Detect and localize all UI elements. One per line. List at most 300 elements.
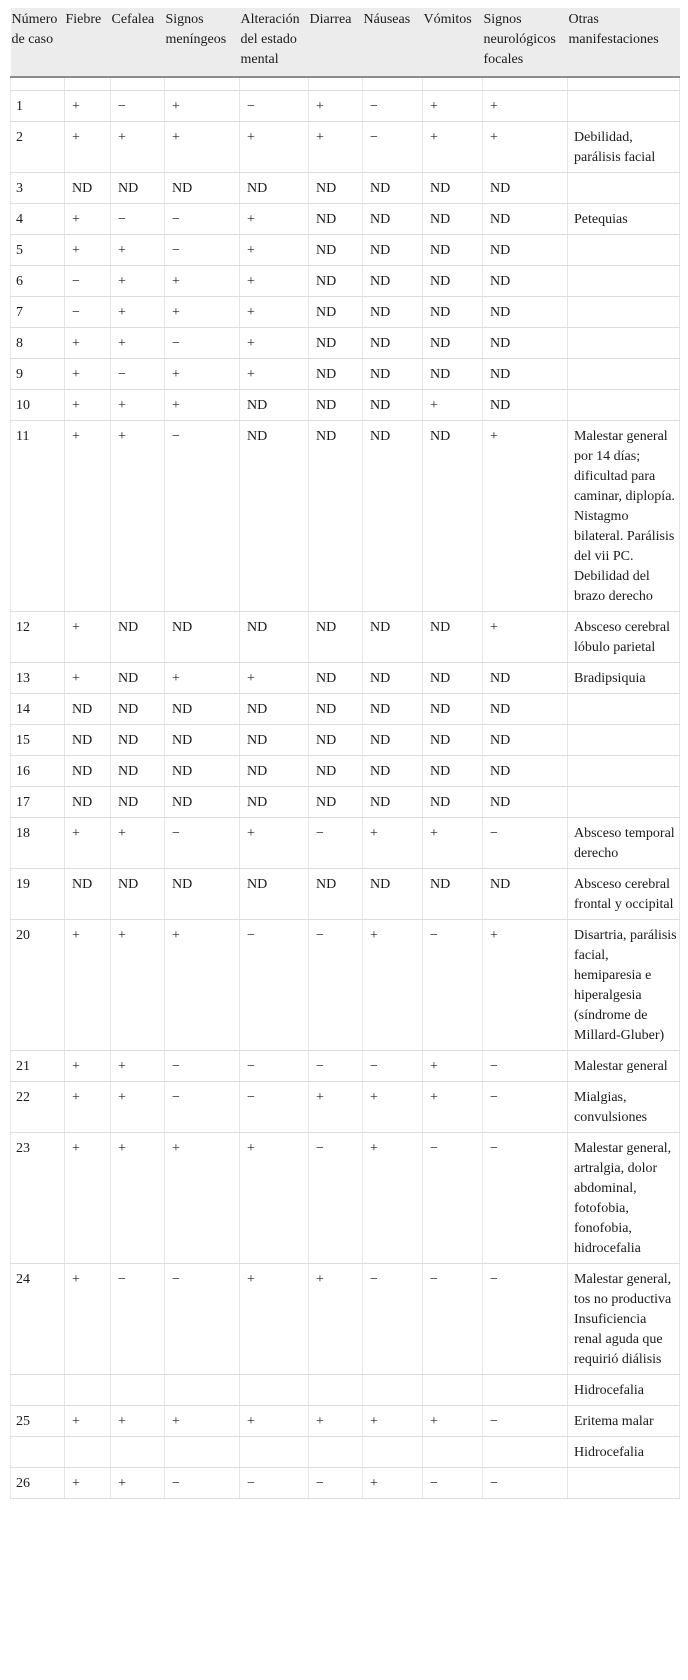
cell-headache: ND [111, 869, 165, 920]
cell-fever: + [65, 204, 111, 235]
cell-fever: ND [65, 756, 111, 787]
cell-headache: + [111, 421, 165, 612]
cell-other-manifestations: Petequias [568, 204, 680, 235]
header-row [11, 8, 680, 77]
cell-meningeal-signs: − [165, 328, 240, 359]
cell-case-number: 20 [11, 920, 65, 1051]
table-row [11, 787, 680, 818]
table-row [11, 1468, 680, 1499]
cell-vomiting: ND [423, 612, 483, 663]
cell-other-manifestations: Mialgias, convulsiones [568, 1082, 680, 1133]
cell-other-manifestations: Malestar general, tos no productiva Insuficiencia renal aguda que requirió diálisis [568, 1264, 680, 1375]
cell-headache: ND [111, 725, 165, 756]
cell-case-number: 12 [11, 612, 65, 663]
cell-mental-status: ND [240, 421, 309, 612]
cell-focal-neuro-signs: − [483, 1082, 568, 1133]
spacer-cell [309, 77, 363, 91]
cell-fever: + [65, 421, 111, 612]
cell-other-manifestations [568, 390, 680, 421]
cell-meningeal-signs: − [165, 421, 240, 612]
cell-nausea: − [363, 122, 423, 173]
cell-headache: ND [111, 756, 165, 787]
table-row [11, 204, 680, 235]
cell-fever: ND [65, 869, 111, 920]
header-spacer-row [11, 77, 680, 91]
cell-mental-status: ND [240, 694, 309, 725]
cell-other-manifestations [568, 359, 680, 390]
header-other-manifestations: Otras manifestaciones [568, 8, 680, 77]
table-row [11, 1133, 680, 1264]
cell-mental-status: + [240, 1406, 309, 1437]
cell-focal-neuro-signs: + [483, 421, 568, 612]
table-row [11, 173, 680, 204]
cell-meningeal-signs: ND [165, 612, 240, 663]
spacer-cell [483, 77, 568, 91]
cell-diarrhea: ND [309, 756, 363, 787]
cell-other-manifestations: Bradipsiquia [568, 663, 680, 694]
cell-mental-status: − [240, 920, 309, 1051]
cell-focal-neuro-signs: ND [483, 787, 568, 818]
cell-other-manifestations [568, 787, 680, 818]
cell-vomiting: + [423, 818, 483, 869]
spacer-cell [423, 77, 483, 91]
cell-fever: + [65, 1082, 111, 1133]
cell-focal-neuro-signs: − [483, 1406, 568, 1437]
cell-diarrhea: + [309, 122, 363, 173]
cell-case-number: 23 [11, 1133, 65, 1264]
cell-fever: + [65, 390, 111, 421]
table-row [11, 297, 680, 328]
cell-focal-neuro-signs [483, 1437, 568, 1468]
cell-fever: + [65, 359, 111, 390]
cell-meningeal-signs: + [165, 122, 240, 173]
cell-vomiting: ND [423, 663, 483, 694]
table-row [11, 390, 680, 421]
cell-fever: + [65, 1468, 111, 1499]
table-header [11, 8, 680, 77]
cell-other-manifestations [568, 297, 680, 328]
cell-vomiting: + [423, 1406, 483, 1437]
cell-focal-neuro-signs: ND [483, 204, 568, 235]
cell-headache: ND [111, 787, 165, 818]
cell-other-manifestations [568, 756, 680, 787]
cell-focal-neuro-signs: + [483, 91, 568, 122]
cell-focal-neuro-signs: ND [483, 694, 568, 725]
cell-other-manifestations: Eritema malar [568, 1406, 680, 1437]
cell-fever [65, 1437, 111, 1468]
cell-headache: + [111, 390, 165, 421]
cell-meningeal-signs: ND [165, 173, 240, 204]
table-row [11, 756, 680, 787]
spacer-cell [65, 77, 111, 91]
cell-mental-status: ND [240, 725, 309, 756]
cell-focal-neuro-signs: − [483, 818, 568, 869]
cell-mental-status: + [240, 1264, 309, 1375]
cell-nausea: ND [363, 421, 423, 612]
cell-diarrhea: − [309, 1051, 363, 1082]
header-vomiting: Vómitos [423, 8, 483, 77]
spacer-cell [240, 77, 309, 91]
cell-case-number: 24 [11, 1264, 65, 1375]
cell-case-number: 22 [11, 1082, 65, 1133]
cell-case-number: 1 [11, 91, 65, 122]
cell-focal-neuro-signs: + [483, 920, 568, 1051]
cell-vomiting: ND [423, 787, 483, 818]
cell-mental-status: − [240, 91, 309, 122]
header-diarrhea: Diarrea [309, 8, 363, 77]
cell-vomiting: + [423, 1082, 483, 1133]
header-headache: Cefalea [111, 8, 165, 77]
cell-nausea [363, 1437, 423, 1468]
cell-vomiting: ND [423, 204, 483, 235]
cell-focal-neuro-signs: − [483, 1468, 568, 1499]
cell-mental-status: + [240, 266, 309, 297]
cell-mental-status: ND [240, 390, 309, 421]
cell-focal-neuro-signs: − [483, 1133, 568, 1264]
cell-vomiting: − [423, 1133, 483, 1264]
cell-vomiting: ND [423, 266, 483, 297]
cell-nausea: ND [363, 359, 423, 390]
cell-other-manifestations: Absceso cerebral lóbulo parietal [568, 612, 680, 663]
cell-other-manifestations: Malestar general [568, 1051, 680, 1082]
cell-diarrhea: ND [309, 359, 363, 390]
cell-focal-neuro-signs: + [483, 122, 568, 173]
cell-nausea: ND [363, 787, 423, 818]
cell-diarrhea: ND [309, 328, 363, 359]
cell-fever: + [65, 328, 111, 359]
cell-headache: − [111, 204, 165, 235]
cell-other-manifestations [568, 328, 680, 359]
cell-case-number: 3 [11, 173, 65, 204]
table-row [11, 359, 680, 390]
cell-case-number: 6 [11, 266, 65, 297]
cell-headache [111, 1375, 165, 1406]
cell-meningeal-signs: − [165, 1264, 240, 1375]
cell-nausea: ND [363, 204, 423, 235]
cell-diarrhea: ND [309, 266, 363, 297]
cell-headache: + [111, 266, 165, 297]
cell-other-manifestations: Disartria, parálisis facial, hemiparesia e hiperalgesia (síndrome de Millard-Gluber) [568, 920, 680, 1051]
cell-case-number: 19 [11, 869, 65, 920]
cell-mental-status: + [240, 204, 309, 235]
cell-diarrhea: − [309, 1133, 363, 1264]
cell-mental-status: ND [240, 787, 309, 818]
cell-diarrhea: ND [309, 390, 363, 421]
cell-diarrhea: + [309, 1264, 363, 1375]
cell-vomiting: ND [423, 421, 483, 612]
cell-other-manifestations: Absceso temporal derecho [568, 818, 680, 869]
table-row [11, 1264, 680, 1375]
cell-diarrhea: − [309, 920, 363, 1051]
table-row [11, 612, 680, 663]
cell-headache: + [111, 1406, 165, 1437]
cell-headache: + [111, 1468, 165, 1499]
cell-case-number: 5 [11, 235, 65, 266]
cell-case-number [11, 1375, 65, 1406]
cell-case-number: 17 [11, 787, 65, 818]
header-case-number: Número de caso [11, 8, 65, 77]
cell-nausea: − [363, 91, 423, 122]
cell-fever: + [65, 235, 111, 266]
cell-focal-neuro-signs: + [483, 612, 568, 663]
cell-fever: ND [65, 787, 111, 818]
cell-fever: + [65, 818, 111, 869]
cell-fever: ND [65, 694, 111, 725]
cell-focal-neuro-signs: ND [483, 297, 568, 328]
table-row [11, 694, 680, 725]
table-row [11, 1406, 680, 1437]
cell-headache: + [111, 1082, 165, 1133]
cell-focal-neuro-signs: ND [483, 328, 568, 359]
cell-diarrhea: ND [309, 869, 363, 920]
cell-diarrhea [309, 1437, 363, 1468]
cell-vomiting: − [423, 1264, 483, 1375]
cell-nausea: + [363, 920, 423, 1051]
cell-fever: + [65, 1051, 111, 1082]
cell-vomiting: ND [423, 694, 483, 725]
cell-nausea: ND [363, 328, 423, 359]
cell-mental-status: ND [240, 612, 309, 663]
cell-fever: + [65, 612, 111, 663]
table-row [11, 1051, 680, 1082]
cell-fever: − [65, 266, 111, 297]
cell-nausea: ND [363, 663, 423, 694]
cell-other-manifestations: Malestar general por 14 días; dificultad para caminar, diplopía. Nistagmo bilateral. Parálisis del vii PC. Debilidad del brazo derecho [568, 421, 680, 612]
header-meningeal-signs: Signos meníngeos [165, 8, 240, 77]
cell-diarrhea: − [309, 1468, 363, 1499]
cell-other-manifestations [568, 725, 680, 756]
header-fever: Fiebre [65, 8, 111, 77]
spacer-cell [165, 77, 240, 91]
cell-nausea: + [363, 1468, 423, 1499]
cell-fever: + [65, 1133, 111, 1264]
cell-diarrhea: ND [309, 173, 363, 204]
cell-vomiting: + [423, 390, 483, 421]
cell-focal-neuro-signs [483, 1375, 568, 1406]
cell-meningeal-signs: − [165, 818, 240, 869]
cell-diarrhea: + [309, 91, 363, 122]
cell-focal-neuro-signs: ND [483, 869, 568, 920]
cell-diarrhea: ND [309, 297, 363, 328]
cell-nausea: ND [363, 173, 423, 204]
cell-nausea: + [363, 1133, 423, 1264]
cell-meningeal-signs: + [165, 297, 240, 328]
spacer-cell [111, 77, 165, 91]
cell-case-number: 18 [11, 818, 65, 869]
table-row [11, 235, 680, 266]
table-row [11, 122, 680, 173]
spacer-cell [363, 77, 423, 91]
cell-meningeal-signs: − [165, 235, 240, 266]
cell-vomiting: ND [423, 297, 483, 328]
cell-diarrhea: + [309, 1082, 363, 1133]
cell-headache: ND [111, 612, 165, 663]
cell-case-number: 25 [11, 1406, 65, 1437]
cell-vomiting: ND [423, 725, 483, 756]
cell-headache: + [111, 328, 165, 359]
cell-mental-status [240, 1437, 309, 1468]
cell-diarrhea: ND [309, 694, 363, 725]
cell-headache: + [111, 297, 165, 328]
cell-headache [111, 1437, 165, 1468]
header-nausea: Náuseas [363, 8, 423, 77]
header-mental-status: Alteración del estado mental [240, 8, 309, 77]
table-row [11, 328, 680, 359]
cell-fever [65, 1375, 111, 1406]
cell-other-manifestations: Hidrocefalia [568, 1437, 680, 1468]
header-focal-neuro-signs: Signos neurológicos focales [483, 8, 568, 77]
cell-focal-neuro-signs: ND [483, 173, 568, 204]
cell-focal-neuro-signs: ND [483, 359, 568, 390]
cell-nausea: − [363, 1051, 423, 1082]
table-row [11, 663, 680, 694]
cell-headache: − [111, 1264, 165, 1375]
cell-diarrhea: − [309, 818, 363, 869]
cell-focal-neuro-signs: ND [483, 725, 568, 756]
cell-mental-status: + [240, 328, 309, 359]
cell-vomiting: + [423, 1051, 483, 1082]
cell-nausea: ND [363, 725, 423, 756]
cell-case-number: 10 [11, 390, 65, 421]
cell-headache: + [111, 235, 165, 266]
cell-case-number: 11 [11, 421, 65, 612]
cell-other-manifestations: Malestar general, artralgia, dolor abdominal, fotofobia, fonofobia, hidrocefalia [568, 1133, 680, 1264]
cell-other-manifestations [568, 91, 680, 122]
table-row [11, 266, 680, 297]
table-row [11, 91, 680, 122]
table-row [11, 869, 680, 920]
cell-focal-neuro-signs: ND [483, 390, 568, 421]
cell-diarrhea: ND [309, 787, 363, 818]
cell-focal-neuro-signs: ND [483, 663, 568, 694]
table-row [11, 1375, 680, 1406]
cell-mental-status: + [240, 663, 309, 694]
cell-other-manifestations: Debilidad, parálisis facial [568, 122, 680, 173]
spacer-cell [568, 77, 680, 91]
cell-headache: ND [111, 694, 165, 725]
cell-case-number: 13 [11, 663, 65, 694]
cell-vomiting: ND [423, 359, 483, 390]
cell-headache: + [111, 1133, 165, 1264]
cell-fever: ND [65, 173, 111, 204]
cell-case-number: 2 [11, 122, 65, 173]
cell-nausea: ND [363, 390, 423, 421]
cell-meningeal-signs: + [165, 1406, 240, 1437]
cell-other-manifestations [568, 235, 680, 266]
cell-mental-status: ND [240, 173, 309, 204]
cell-meningeal-signs: − [165, 1468, 240, 1499]
cell-headache: − [111, 359, 165, 390]
table-row [11, 421, 680, 612]
cell-other-manifestations [568, 694, 680, 725]
cell-meningeal-signs: ND [165, 787, 240, 818]
cell-mental-status: + [240, 235, 309, 266]
spacer-cell [11, 77, 65, 91]
cell-nausea: + [363, 818, 423, 869]
cell-mental-status: − [240, 1468, 309, 1499]
cell-mental-status: ND [240, 756, 309, 787]
cell-diarrhea: ND [309, 235, 363, 266]
cell-fever: + [65, 920, 111, 1051]
table-body [11, 77, 680, 1499]
cell-meningeal-signs: + [165, 91, 240, 122]
cell-mental-status: + [240, 122, 309, 173]
table-row [11, 1082, 680, 1133]
cell-vomiting [423, 1437, 483, 1468]
cell-case-number: 8 [11, 328, 65, 359]
cell-other-manifestations [568, 1468, 680, 1499]
cell-mental-status: − [240, 1082, 309, 1133]
cell-vomiting: + [423, 122, 483, 173]
cell-vomiting: − [423, 920, 483, 1051]
cell-other-manifestations: Hidrocefalia [568, 1375, 680, 1406]
cell-headache: ND [111, 663, 165, 694]
cell-case-number: 9 [11, 359, 65, 390]
cell-headache: + [111, 818, 165, 869]
cell-case-number: 7 [11, 297, 65, 328]
cell-diarrhea: + [309, 1406, 363, 1437]
cell-fever: + [65, 1406, 111, 1437]
cell-vomiting [423, 1375, 483, 1406]
cell-meningeal-signs: + [165, 1133, 240, 1264]
cell-nausea: ND [363, 612, 423, 663]
cell-meningeal-signs: − [165, 204, 240, 235]
cell-mental-status: + [240, 1133, 309, 1264]
cell-nausea: ND [363, 869, 423, 920]
clinical-table-container [10, 8, 679, 1499]
cell-diarrhea: ND [309, 725, 363, 756]
cell-nausea: ND [363, 235, 423, 266]
cell-focal-neuro-signs: − [483, 1051, 568, 1082]
cell-headache: + [111, 920, 165, 1051]
cell-meningeal-signs [165, 1437, 240, 1468]
cell-diarrhea [309, 1375, 363, 1406]
cell-mental-status: − [240, 1051, 309, 1082]
cell-fever: + [65, 663, 111, 694]
cell-meningeal-signs: − [165, 1082, 240, 1133]
cell-case-number [11, 1437, 65, 1468]
cell-meningeal-signs: ND [165, 694, 240, 725]
cell-case-number: 4 [11, 204, 65, 235]
cell-nausea: ND [363, 694, 423, 725]
cell-headache: + [111, 1051, 165, 1082]
cell-vomiting: ND [423, 869, 483, 920]
cell-fever: + [65, 1264, 111, 1375]
table-row [11, 1437, 680, 1468]
cell-mental-status: + [240, 359, 309, 390]
cell-vomiting: − [423, 1468, 483, 1499]
cell-nausea: ND [363, 756, 423, 787]
cell-mental-status [240, 1375, 309, 1406]
cell-meningeal-signs: ND [165, 756, 240, 787]
cell-diarrhea: ND [309, 204, 363, 235]
cell-case-number: 21 [11, 1051, 65, 1082]
cell-nausea: ND [363, 297, 423, 328]
cell-case-number: 26 [11, 1468, 65, 1499]
cell-case-number: 14 [11, 694, 65, 725]
cell-headache: ND [111, 173, 165, 204]
cell-case-number: 15 [11, 725, 65, 756]
table-row [11, 920, 680, 1051]
cell-diarrhea: ND [309, 612, 363, 663]
cell-meningeal-signs: + [165, 663, 240, 694]
cell-other-manifestations [568, 173, 680, 204]
cell-vomiting: ND [423, 173, 483, 204]
cell-mental-status: + [240, 297, 309, 328]
cell-fever: ND [65, 725, 111, 756]
cell-nausea: + [363, 1082, 423, 1133]
cell-meningeal-signs: − [165, 1051, 240, 1082]
